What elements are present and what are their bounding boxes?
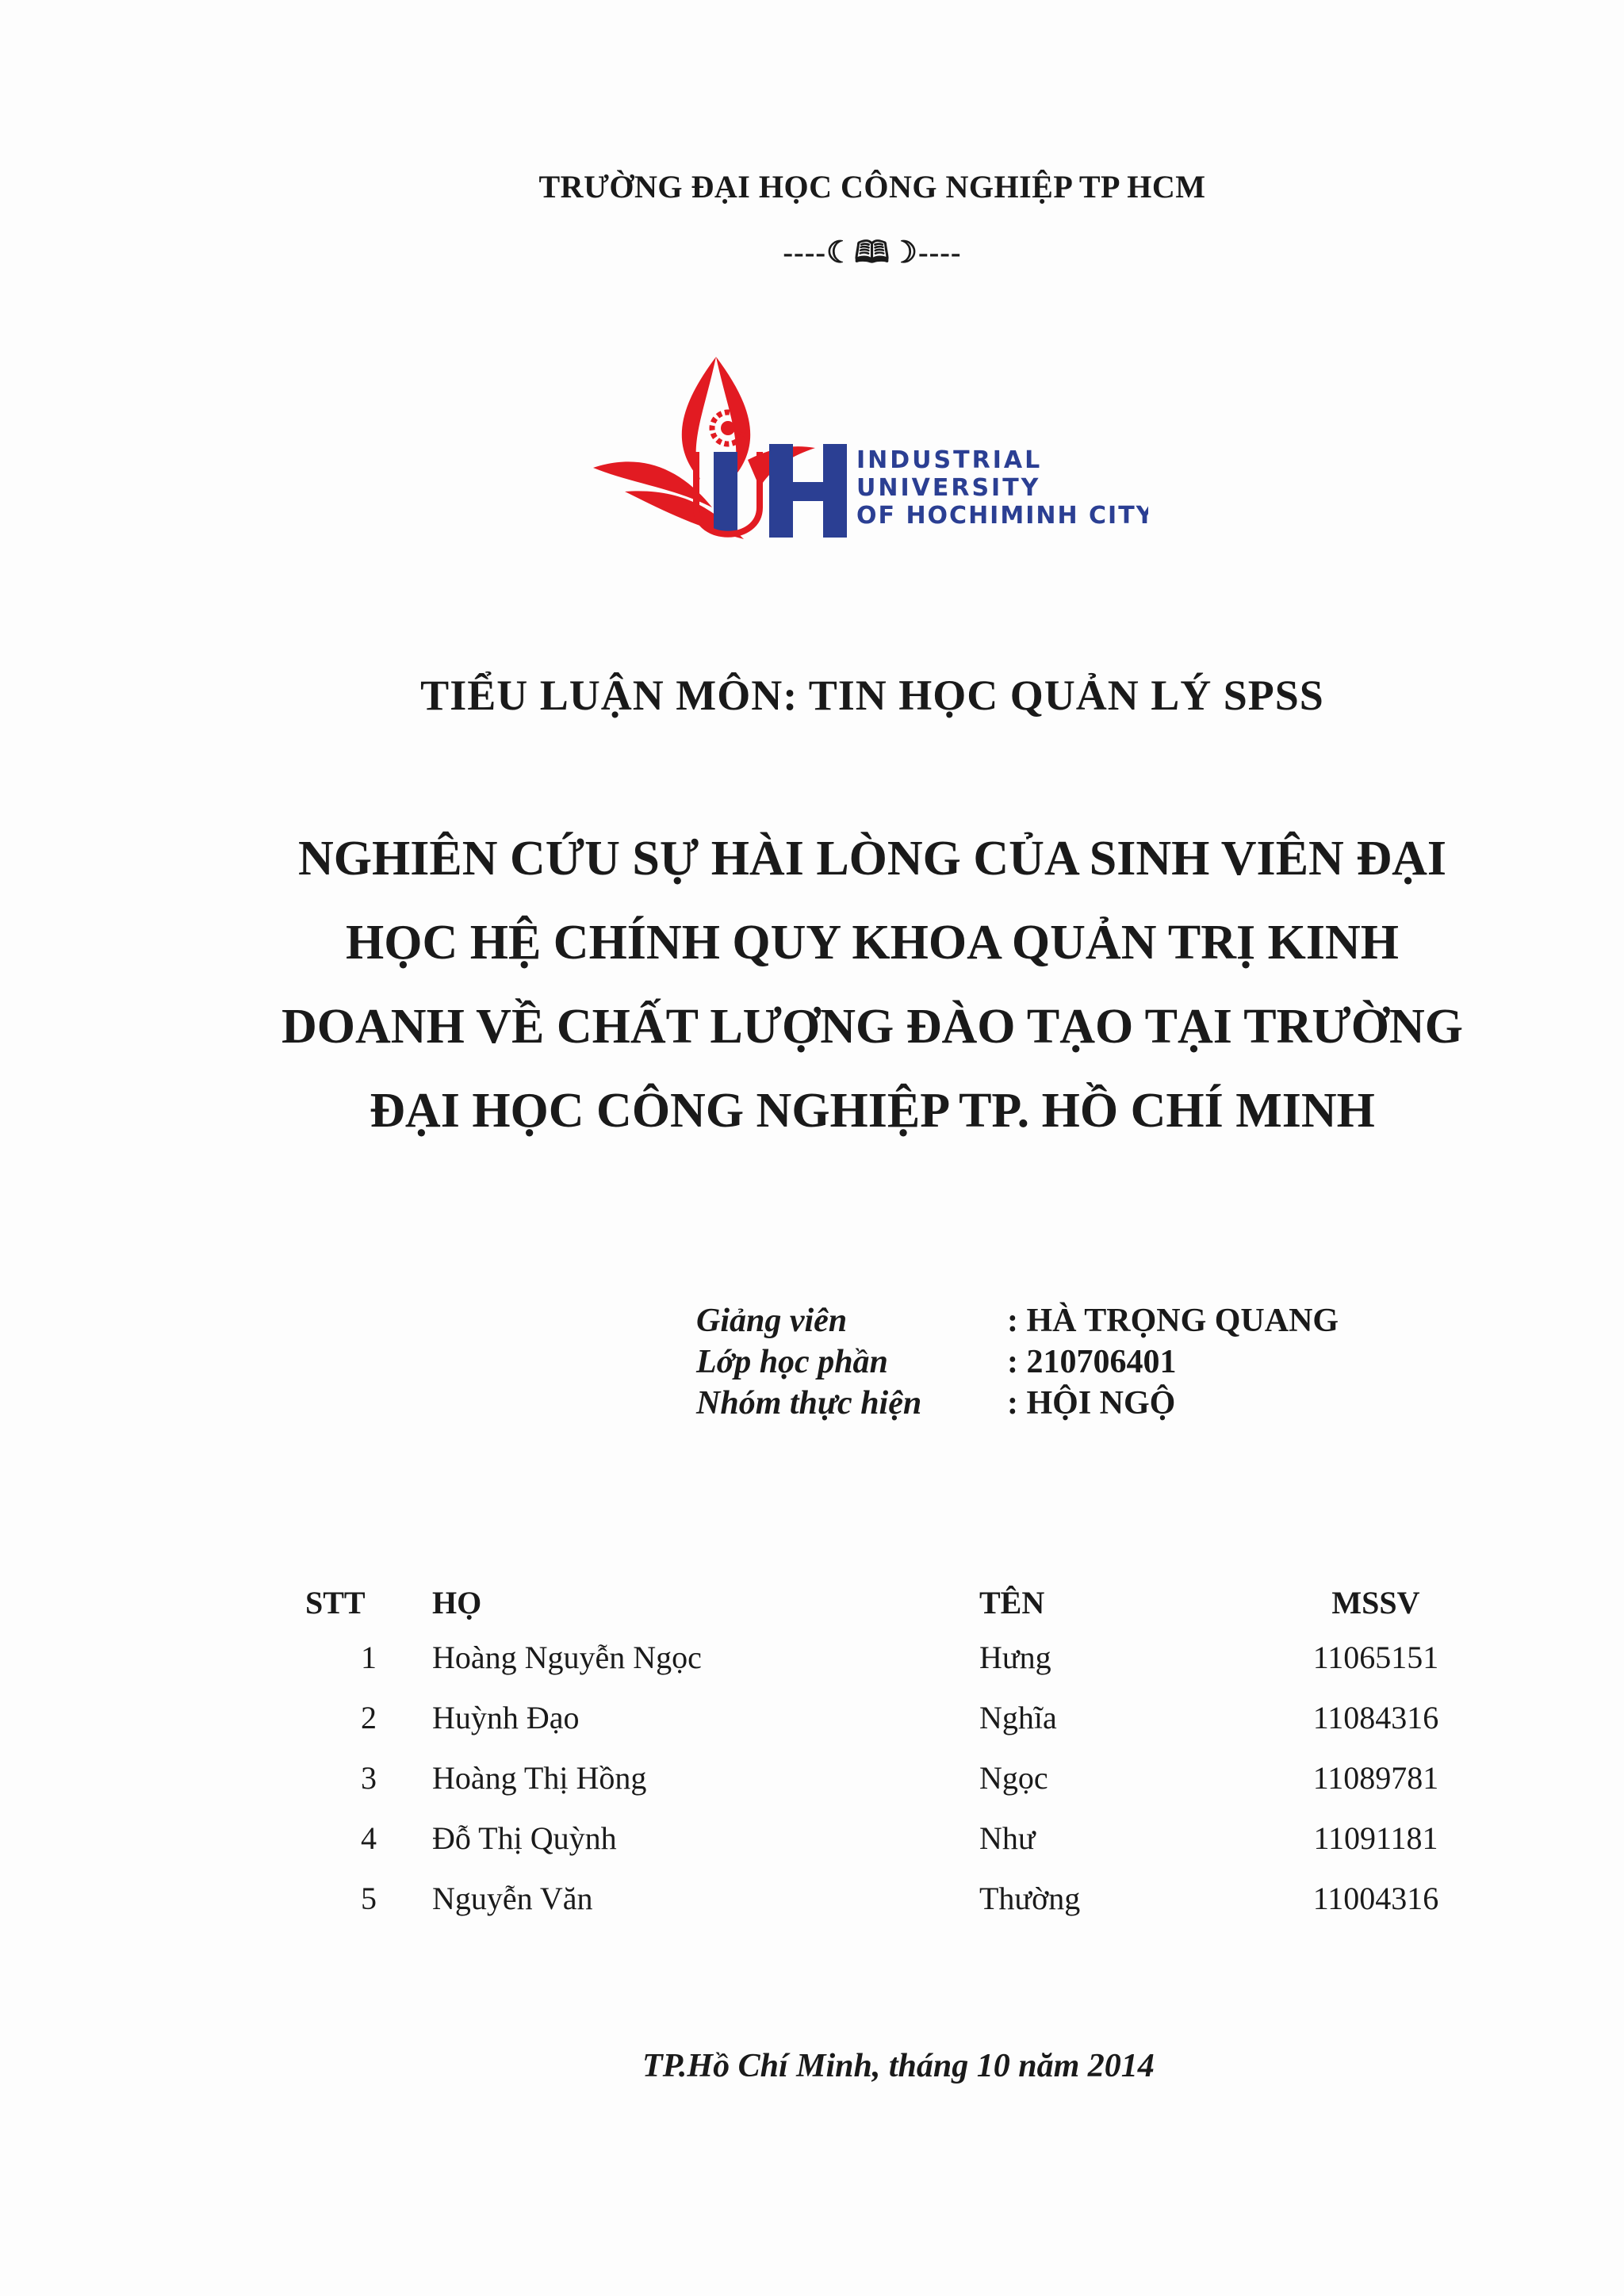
- table-row: [305, 1627, 1471, 1687]
- cell-ho: Đỗ Thị Quỳnh: [432, 1820, 617, 1856]
- title-line: NGHIÊN CỨU SỰ HÀI LÒNG CỦA SINH VIÊN ĐẠI: [297, 832, 1446, 886]
- cell-mssv: 11084316: [1312, 1699, 1439, 1735]
- university-logo: [593, 349, 1148, 555]
- info-value: : HÀ TRỌNG QUANG: [1007, 1303, 1339, 1339]
- table-row: [305, 1868, 1471, 1928]
- cell-ho: Nguyễn Văn: [432, 1880, 593, 1916]
- cell-ho: Huỳnh Đạo: [432, 1699, 580, 1735]
- members-table: [305, 1578, 1471, 1928]
- iuh-logo-icon: [593, 349, 1148, 555]
- cell-mssv: 11089781: [1312, 1759, 1439, 1796]
- info-value: : 210706401: [1007, 1344, 1177, 1380]
- course-info: [696, 1300, 1339, 1424]
- cell-ho: Hoàng Nguyễn Ngọc: [432, 1639, 702, 1675]
- cell-stt: 5: [361, 1880, 377, 1916]
- place-date: TP.Hồ Chí Minh, tháng 10 năm 2014: [642, 2048, 1155, 2084]
- info-row-group: [696, 1383, 1339, 1424]
- course-title: TIỂU LUẬN MÔN: TIN HỌC QUẢN LÝ SPSS: [420, 672, 1324, 719]
- cell-stt: 4: [361, 1820, 377, 1856]
- title-line: ĐẠI HỌC CÔNG NGHIỆP TP. HỒ CHÍ MINH: [370, 1084, 1375, 1138]
- cell-ten: Nghĩa: [979, 1699, 1057, 1735]
- cell-stt: 1: [361, 1639, 377, 1675]
- cell-mssv: 11004316: [1312, 1880, 1439, 1916]
- info-row-class: [696, 1341, 1339, 1383]
- header-ho: HỌ: [432, 1584, 482, 1621]
- ornament-divider: ----☾🕮☽----: [783, 236, 962, 270]
- info-row-lecturer: [696, 1300, 1339, 1341]
- header-mssv: MSSV: [1331, 1584, 1420, 1621]
- thesis-title: [238, 817, 1507, 1153]
- title-line: HỌC HỆ CHÍNH QUY KHOA QUẢN TRỊ KINH: [346, 916, 1399, 970]
- table-row: [305, 1747, 1471, 1808]
- cell-stt: 2: [361, 1699, 377, 1735]
- table-row: [305, 1808, 1471, 1868]
- cell-ten: Ngọc: [979, 1759, 1048, 1796]
- header-stt: STT: [305, 1584, 366, 1621]
- logo-line2: UNIVERSITY: [856, 474, 1041, 502]
- info-label: Giảng viên: [696, 1303, 848, 1339]
- cell-mssv: 11065151: [1312, 1639, 1439, 1675]
- info-label: Lớp học phần: [696, 1344, 888, 1380]
- table-row: [305, 1687, 1471, 1747]
- header-ten: TÊN: [979, 1584, 1045, 1621]
- info-value: : HỘI NGỘ: [1007, 1385, 1176, 1422]
- title-line: DOANH VỀ CHẤT LƯỢNG ĐÀO TẠO TẠI TRƯỜNG: [282, 1000, 1463, 1054]
- cell-stt: 3: [361, 1759, 377, 1796]
- cell-ten: Hưng: [979, 1639, 1051, 1675]
- cell-ten: Thường: [979, 1880, 1081, 1916]
- logo-line1: INDUSTRIAL: [856, 446, 1043, 474]
- school-name: TRƯỜNG ĐẠI HỌC CÔNG NGHIỆP TP HCM: [538, 169, 1206, 205]
- table-header-row: [305, 1578, 1471, 1627]
- logo-line3: OF HOCHIMINH CITY: [856, 502, 1148, 530]
- cell-mssv: 11091181: [1313, 1820, 1438, 1856]
- info-label: Nhóm thực hiện: [696, 1385, 922, 1422]
- cell-ten: Như: [979, 1820, 1036, 1856]
- cell-ho: Hoàng Thị Hồng: [432, 1759, 647, 1796]
